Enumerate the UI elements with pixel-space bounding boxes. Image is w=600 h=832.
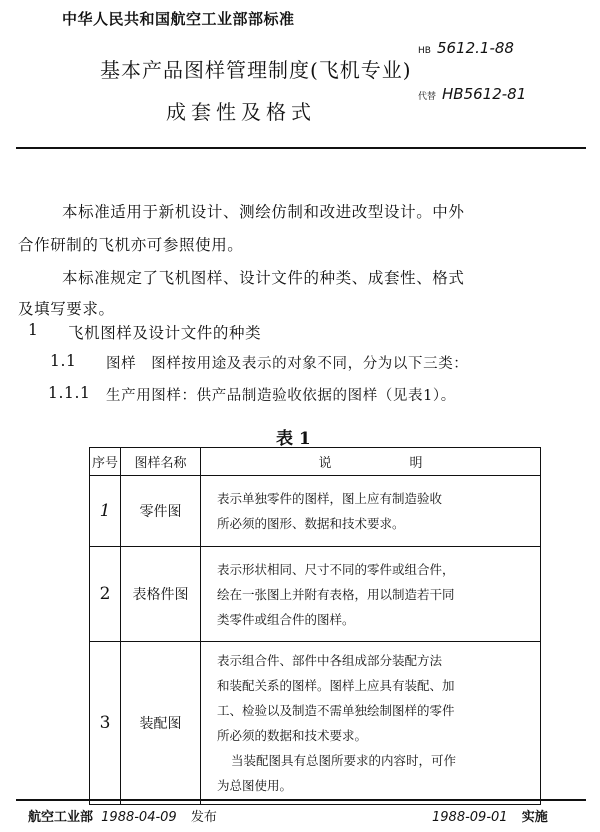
- header-description: 说 明: [201, 448, 541, 476]
- issuer: 航空工业部: [28, 810, 94, 825]
- document-title-line1: 基本产品图样管理制度(飞机专业): [100, 58, 412, 82]
- header-drawing-name: 图样名称: [121, 448, 201, 476]
- row-description: [201, 642, 541, 805]
- description-line: 工、检验以及制造不需单独绘制图样的零件: [217, 703, 455, 718]
- replaced-code-value: HB5612-81: [442, 85, 527, 103]
- description-line: 当装配图具有总图所要求的内容时，可作: [231, 753, 457, 768]
- issuing-organization: 中华人民共和国航空工业部部标准: [62, 10, 295, 28]
- section-1-1-1-number: 1.1.1: [48, 384, 91, 402]
- description-line: 为总图使用。: [217, 778, 293, 793]
- description-line: 表示形状相同、尺寸不同的零件或组合件，: [217, 561, 455, 577]
- standard-code-label: HB: [418, 46, 431, 56]
- implementation-date: 1988-09-01: [432, 810, 508, 825]
- description-line: 表示组合件、部件中各组成部分装配方法: [217, 653, 443, 668]
- table-row: [90, 642, 541, 805]
- section-1-number: 1: [28, 321, 39, 339]
- description-line: 和装配关系的图样。图样上应具有装配、加: [217, 678, 455, 693]
- description-line: 表示单独零件的图样，图上应有制造验收: [217, 491, 443, 506]
- paragraph-scope-line2: 合作研制的飞机亦可参照使用。: [18, 236, 244, 254]
- description-line: 类零件或组合件的图样。: [217, 611, 355, 627]
- description-line: 绘在一张图上并附有表格，用以制造若干同: [217, 586, 455, 602]
- section-1-1-text: 图样 图样按用途及表示的对象不同，分为以下三类：: [106, 356, 469, 372]
- row-drawing-name: 零件图: [121, 476, 201, 547]
- row-drawing-name: 表格件图: [121, 547, 201, 642]
- section-1-1-1-text: 生产用图样：供产品制造验收依据的图样（见表1）。: [106, 388, 456, 404]
- description-line: 所必须的图形、数据和技术要求。: [217, 516, 405, 531]
- issue-date: 1988-04-09: [101, 810, 177, 825]
- footer-divider: [16, 799, 586, 801]
- paragraph-scope-line1: 本标准适用于新机设计、测绘仿制和改进改型设计。中外: [62, 203, 465, 221]
- table-header-row: [90, 448, 541, 476]
- section-1-1-number: 1.1: [50, 352, 77, 370]
- row-number: 3: [90, 642, 121, 805]
- document-title-line2: 成套性及格式: [166, 100, 316, 124]
- replaced-standard-code: [418, 84, 526, 103]
- row-drawing-name: 装配图: [121, 642, 201, 805]
- row-number: 1: [90, 476, 121, 547]
- paragraph-content-line2: 及填写要求。: [18, 300, 115, 318]
- header-divider: [16, 147, 586, 149]
- header-serial-number: 序号: [90, 448, 121, 476]
- issue-label: 发布: [190, 810, 217, 825]
- standard-code: [418, 38, 514, 57]
- implementation-label: 实施: [521, 810, 548, 825]
- description-line: 所必须的数据和技术要求。: [217, 728, 368, 743]
- row-number: 2: [90, 547, 121, 642]
- drawing-types-table: [89, 447, 541, 805]
- table-caption: 表 1: [276, 429, 311, 449]
- row-description: [201, 547, 541, 642]
- standard-code-value: 5612.1-88: [436, 39, 514, 57]
- issue-info: [28, 806, 217, 825]
- replaced-code-label: 代替: [418, 92, 437, 102]
- paragraph-content-line1: 本标准规定了飞机图样、设计文件的种类、成套性、格式: [62, 269, 465, 287]
- table-row: [90, 476, 541, 547]
- table-row: [90, 547, 541, 642]
- row-description: [201, 476, 541, 547]
- implementation-info: [432, 806, 548, 825]
- section-1-title: 飞机图样及设计文件的种类: [68, 324, 262, 342]
